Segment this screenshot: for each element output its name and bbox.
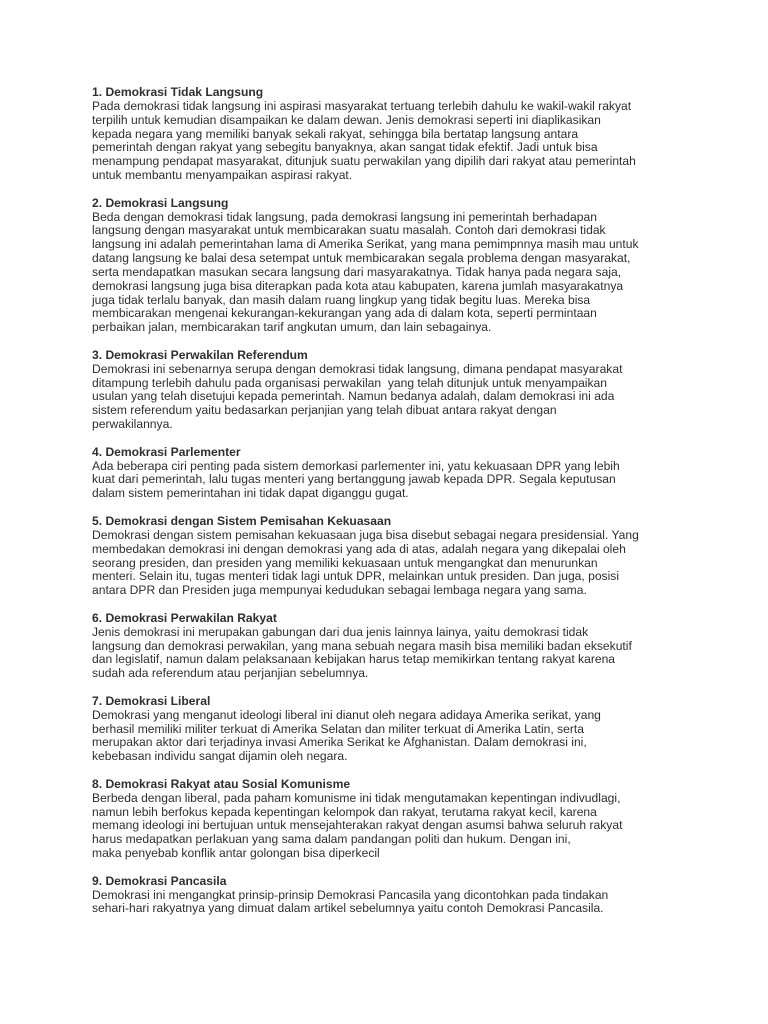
body-line: Ada beberapa ciri penting pada sistem demorkasi parlementer ini, yatu kekuasaan DPR yang lebih <box>92 458 620 473</box>
body-line: Berbeda dengan liberal, pada paham komunisme ini tidak mengutamakan kepentingan indivudlagi, <box>92 790 621 805</box>
body-line: demokrasi langsung juga bisa diterapkan pada kota atau kabupaten, karena jumlah masyarakatnya <box>92 278 624 293</box>
section-body <box>92 792 682 861</box>
body-line: kebebasan individu sangat dijamin oleh negara. <box>92 749 348 764</box>
section-body <box>92 889 682 917</box>
section-heading: 3. Demokrasi Perwakilan Referendum <box>92 347 308 362</box>
body-line: membicarakan mengenai kekurangan-kekurangan yang ada di dalam kota, seperti permintaan <box>92 306 597 321</box>
body-line: memang ideologi ini bertujuan untuk mensejahterakan rakyat dengan asumsi bahwa seluruh rakyat <box>92 818 623 833</box>
body-line: antara DPR dan Presiden juga mempunyai kedudukan sebagai lembaga negara yang sama. <box>92 583 587 598</box>
body-line: Demokrasi ini mengangkat prinsip-prinsip Demokrasi Pancasila yang dicontohkan pada tindakan <box>92 887 609 902</box>
body-line: perwakilannya. <box>92 417 173 432</box>
body-line: sistem referendum yaitu bedasarkan perjanjian yang telah dibuat antara rakyat dengan <box>92 403 557 418</box>
section-demokrasi-pancasila <box>92 875 682 917</box>
body-line: dan legislatif, namun dalam pelaksanaan kebijakan harus tetap memikirkan tentang rakyat karena <box>92 652 616 667</box>
body-line: pemerintah dengan rakyat yang sebegitu banyaknya, akan sangat tidak efektif. Jadi untuk bisa <box>92 140 598 155</box>
body-line: langsung dengan masyarakat untuk membicarakan suatu masalah. Contoh dari demokrasi tidak <box>92 223 606 238</box>
section-heading: 1. Demokrasi Tidak Langsung <box>92 85 264 99</box>
body-line: menteri. Selain itu, tugas menteri tidak lagi untuk DPR, melainkan untuk presiden. Dan juga, posisi <box>92 569 620 584</box>
body-line: Demokrasi yang menganut ideologi liberal ini dianut oleh negara adidaya Amerika serikat, yang <box>92 707 601 722</box>
body-line: kepada negara yang memiliki banyak sekali rakyat, sehingga bila bertatap langsung antara <box>92 126 579 141</box>
section-demokrasi-parlementer <box>92 446 682 501</box>
body-line: harus medapatkan perlakuan yang sama dalam pandangan politi dan hukum. Dengan ini, <box>92 832 571 847</box>
body-line: Jenis demokrasi ini merupakan gabungan dari dua jenis lainnya lainya, yaitu demokrasi tidak <box>92 624 589 639</box>
body-line: langsung dan demokrasi perwakilan, yang mana sebuah negara masih bisa memiliki badan eksekutif <box>92 638 632 653</box>
section-body <box>92 529 682 598</box>
section-body <box>92 460 682 502</box>
body-line: sudah ada referendum atau perjanjian sebelumnya. <box>92 666 369 681</box>
section-heading: 9. Demokrasi Pancasila <box>92 873 227 888</box>
body-line: Beda dengan demokrasi tidak langsung, pada demokrasi langsung ini pemerintah berhadapan <box>92 209 597 224</box>
section-demokrasi-perwakilan-rakyat <box>92 612 682 681</box>
body-line: Demokrasi ini sebenarnya serupa dengan demokrasi tidak langsung, dimana pendapat masyarakat <box>92 361 623 376</box>
body-line: usulan yang telah disetujui kepada pemerintah. Namun bedanya adalah, dalam demokrasi ini ada <box>92 389 615 404</box>
body-line: Pada demokrasi tidak langsung ini aspirasi masyarakat tertuang terlebih dahulu ke wakil-wakil rakyat <box>92 98 632 113</box>
section-body <box>92 363 682 432</box>
body-line: merupakan aktor dari terjadinya invasi Amerika Serikat ke Afghanistan. Dalam demokrasi ini, <box>92 735 587 750</box>
body-line: langsung ini adalah pemerintahan lama di Amerika Serikat, yang mana pemimpnnya masih mau untuk <box>92 237 639 252</box>
body-line: kuat dari pemerintah, lalu tugas menteri yang bertanggung jawab kepada DPR. Segala keputusan <box>92 472 616 487</box>
body-line: dalam sistem pemerintahan ini tidak dapat diganggu gugat. <box>92 486 409 501</box>
section-demokrasi-perwakilan-referendum <box>92 349 682 432</box>
section-demokrasi-tidak-langsung <box>92 86 682 183</box>
body-line: menampung pendapat masyarakat, ditunjuk suatu perwakilan yang dipilih dari rakyat atau pemerintah <box>92 154 636 169</box>
document-page <box>92 86 682 930</box>
body-line: terpilih untuk kemudian disampaikan ke dalam dewan. Jenis demokrasi seperti ini diaplikasikan <box>92 112 601 127</box>
section-body <box>92 211 682 336</box>
section-body <box>92 709 682 764</box>
section-demokrasi-rakyat-sosial-komunisme <box>92 778 682 861</box>
body-line: perbaikan jalan, membicarakan tarif angkutan umum, dan lain sebagainya. <box>92 320 492 335</box>
body-line: namun lebih berfokus kepada kepentingan kelompok dan rakyat, terutama rakyat kecil, karena <box>92 804 597 819</box>
section-heading: 2. Demokrasi Langsung <box>92 195 229 210</box>
body-line: membedakan demokrasi ini dengan demokrasi yang ada di atas, adalah negara yang dikepalai oleh <box>92 541 626 556</box>
section-body <box>92 100 682 183</box>
body-line: Demokrasi dengan sistem pemisahan kekuasaan juga bisa disebut sebagai negara presidensial. Yang <box>92 527 639 542</box>
section-demokrasi-pemisahan-kekuasaan <box>92 515 682 598</box>
body-line: seorang presiden, dan presiden yang memiliki kekuasaan untuk mengangkat dan menurunkan <box>92 555 598 570</box>
section-demokrasi-liberal <box>92 695 682 764</box>
body-line: berhasil memiliki militer terkuat di Amerika Selatan dan militer terkuat di Amerika Latin, serta <box>92 721 585 736</box>
body-line: ditampung terlebih dahulu pada organisasi perwakilan yang telah ditunjuk untuk menyampaikan <box>92 375 607 390</box>
section-heading: 8. Demokrasi Rakyat atau Sosial Komunisme <box>92 776 351 791</box>
body-line: juga tidak terlalu banyak, dan masih dalam ruang lingkup yang tidak begitu luas. Mereka bisa <box>92 292 591 307</box>
section-heading: 7. Demokrasi Liberal <box>92 693 211 708</box>
body-line: datang langsung ke balai desa setempat untuk membicarakan segala problema dengan masyarakat, <box>92 251 631 266</box>
section-heading: 5. Demokrasi dengan Sistem Pemisahan Kekuasaan <box>92 513 392 528</box>
body-line: untuk membantu menyampaikan aspirasi rakyat. <box>92 168 353 183</box>
section-heading: 4. Demokrasi Parlementer <box>92 444 241 459</box>
section-heading: 6. Demokrasi Perwakilan Rakyat <box>92 610 277 625</box>
body-line: sehari-hari rakyatnya yang dimuat dalam artikel sebelumnya yaitu contoh Demokrasi Pancasila. <box>92 901 604 916</box>
section-body <box>92 626 682 681</box>
body-line: serta mendapatkan masukan secara langsung dari masyarakatnya. Tidak hanya pada negara saja, <box>92 264 622 279</box>
body-line: maka penyebab konflik antar golongan bisa diperkecil <box>92 846 380 861</box>
section-demokrasi-langsung <box>92 197 682 335</box>
